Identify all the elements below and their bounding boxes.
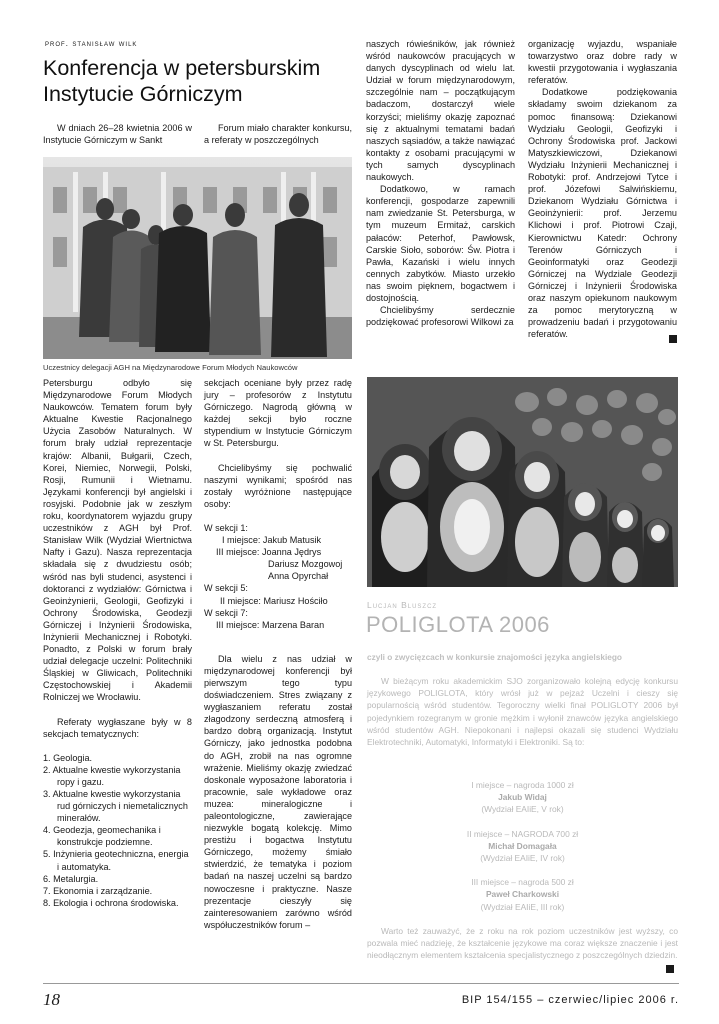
col-d-paragraph-1: organizację wyjazdu, wspaniałe towarzystwo oraz dobre rady w kwestii przygotowania i wygłaszania referatów. — [528, 39, 677, 86]
award-line: I miejsce: Jakub Matusik — [222, 535, 322, 546]
col-c-paragraph-1: naszych rówieśników, jak również wśród naukowców pracujących w danych dyscyplinach od wielu lat. Udział w forum międzynarodowym, szczególnie nam – początkującym badaczom, dostarczył wiele korzyści; mieliśmy okazję zapoznać się z aktualnymi tematami badań naszych sąsiadów, a także nawiązać kontakty z osobami pracującymi w tych samych dyscyplinach naukowych. — [366, 39, 515, 183]
col-b-paragraph-1: sekcjach oceniane były przez radę jury – profesorów z Instytutu Górniczego. Nagrodą główną w każdej sekcji było roczne stypendium w Instytucie Górniczym w St. Petersburgu. — [204, 378, 352, 449]
col-b-paragraph-3: Dla wielu z nas udział w międzynarodowej konferencji był pierwszym tego typu doświadczeniem. Stres związany z wygłaszaniem referatu został złagodzony serdeczną atmosferą i bardzo dobrą organizacją. Instytut Górniczy, jako jednostka podobna do AGH, zrobił na nas ogromne wrażenie. Mieliśmy okazję zwiedzać doskonale wyposażone laboratoria i pracownie, sale wykładowe oraz muzea: mineralogiczne i paleontologiczne, zawierające niezwykle bogatą kolekcję. Mimo prestiżu i bogactwa Instytutu Górniczego, możemy śmiało stwierdzić, że tematyka i poziom badań na naszej uczelni są bardzo nowoczesne i praktyczne. Nasze prezentacje cieszyły się zainteresowaniem zarówno wśród współuczestników forum – — [204, 653, 352, 930]
col-c-paragraph-3: Chcielibyśmy serdecznie podziękować profesorowi Wilkowi za — [366, 305, 515, 328]
prize-place: II miejsce – NAGRODA 700 zł — [466, 828, 579, 839]
poliglota-paragraph-1: W bieżącym roku akademickim SJO zorganizowało kolejną edycję konkursu językowego POLIGLOTA, który wrósł już w pejzaż Uczelni i cieszy się popularnością wśród studentów. Tegoroczny wielki finał POLIGLOTY 2006 był pojedynkiem rozegranym w gronie mężkim i wyłonił znawców języka angielskiego wśród studentów AGH. Niepokonani i najlepsi okazali się studenci Wydziału Elektrotechniki, Automatyki, Informatyki i Elektroniki. Są to: — [367, 676, 678, 748]
poliglota-paragraph-2: Warto też zauważyć, że z roku na rok poziom uczestników jest wyższy, co pozwala mieć nadzieję, że kształcenie językowe ma coraz większe znaczenie i jest nieodłącznym elementem kształcenia specjalistycznego z poszczególnych dziedzin. — [367, 926, 678, 961]
prize-winner: Paweł Charkowski — [485, 889, 560, 900]
intro-col2: Forum miało charakter konkursu, a referaty w poszczególnych — [204, 123, 352, 146]
article-author: prof. stanisław wilk — [45, 38, 138, 48]
prize-dept: (Wydział EAIiE, V rok) — [481, 804, 564, 815]
matryoshka-photo-image — [367, 377, 678, 587]
prizes-block — [367, 779, 678, 913]
award-line: III miejsce: Joanna Jędrys — [216, 547, 322, 558]
awards-list — [204, 522, 352, 631]
award-line: III miejsce: Marzena Baran — [216, 619, 325, 630]
prize-winner: Jakub Widaj — [498, 792, 547, 803]
award-line: II miejsce: Mariusz Hościło — [220, 595, 328, 606]
page-number: 18 — [43, 990, 60, 1009]
prize-dept: (Wydział EAIiE, III rok) — [480, 901, 565, 912]
col-a-paragraph-2: Referaty wygłaszane były w 8 sekcjach tematycznych: — [43, 716, 192, 739]
topic-item: 3. Aktualne kwestie wykorzystania rud górniczych i niemetalicznych minerałów. — [43, 789, 188, 824]
topic-item: 6. Metalurgia. — [43, 873, 99, 884]
poliglota-subtitle: czyli o zwycięzcach w konkursie znajomości języka angielskiego — [367, 652, 623, 662]
award-line: Dariusz Mozgowoj — [268, 559, 343, 570]
topic-item: 8. Ekologia i ochrona środowiska. — [43, 897, 179, 908]
col-a-paragraph-1: Petersburgu odbyło się Międzynarodowe Forum Młodych Naukowców. Tematem forum były Aktualne Kwestie Racjonalnego Użycia Zasobów Naturalnych. W forum brały udział reprezentacje krajów: Albanii, Bułgarii, Czech, Korei, Niemiec, Norwegii, Polski, Rosji, Rumunii i Wietnamu. Językami konferencji był angielski i rosyjski. Podobnie jak w zeszłym roku, koordynatorem wyjazdu grupy uczestników z AGH był Prof. Stanisław Wilk (Wydział Wiertnictwa Nafty i Gazu). Nasza reprezentacja składała się z dwudziestu osób; wśród nas byli studenci, asystenci i doktoranci z wydziałów: Górnictwa i Geoinżynierii, Geologii, Geofizyki i Ochrony Środowiska, Geodezji Górniczej i Inżynierii Środowiska, Inżynierii Mechanicznej i Robotyki. Ponadto, z Polski w forum brały udział delegacje uczelni: Politechniki Śląskiej w Gliwicach, Politechniki Częstochowskiej i Akademii Rolniczej we Wrocławiu. — [43, 378, 192, 703]
group-photo-image — [43, 157, 352, 359]
topic-item: 2. Aktualne kwestie wykorzystania ropy i gazu. — [43, 764, 181, 787]
matryoshka-photo — [367, 377, 678, 587]
article-title-line1: Konferencja w petersburskim — [43, 56, 321, 80]
photo-caption: Uczestnicy delegacji AGH na Międzynarodowe Forum Młodych Naukowców — [43, 363, 298, 372]
award-line: Anna Opyrchał — [268, 571, 329, 582]
col-b-paragraph-2: Chcielibyśmy się pochwalić naszymi wynikami; spośród nas zostały wyróżnione następujące osoby: — [204, 462, 352, 509]
article-title — [43, 55, 363, 107]
end-of-article-mark-2 — [666, 965, 674, 973]
award-section-label: W sekcji 1: — [204, 522, 248, 533]
group-photo — [43, 157, 352, 359]
poliglota-title: POLIGLOTA 2006 — [366, 612, 550, 637]
prize-dept: (Wydział EAIiE, IV rok) — [480, 853, 565, 864]
col-d-paragraph-2: Dodatkowe podziękowania składamy swoim dziekanom za pomoc finansową: Dziekanowi Wydziału Geologii, Geofizyki i Ochrony Środowiska prof. Jackowi Matyszkiewiczowi, Dziekanowi Wydziału Inżynierii Mechanicznej i Robotyki: prof. Andrzejowi Tytce i prof. Józefowi Salwińskiemu, Dziekanom Wydziału Górnictwa i Geoinżynierii: prof. Jerzemu Klichowi i prof. Piotrowi Czaji, Kierownictwu Katedr: Ochrony Terenów Górniczych i Geoinformatyki oraz Geodezji Górniczej na Wydziale Geodezji Górniczej i Inżynierii Środowiska oraz naszym opiekunom naukowym za pomoc merytoryczną w prowadzeniu badań i przygotowaniu referatów. — [528, 87, 677, 340]
col-c-paragraph-2: Dodatkowo, w ramach konferencji, gospodarze zapewnili nam zwiedzanie St. Petersburga, w tym muzeum Ermitaż, carskich pałaców: Peterhof, Pawłowsk, Carskie Sioło, soborów: Św. Piotra i Pawła, Kazański i wielu innych cennych zabytków. Miasto urzekło nas swoim pięknem, bogactwem i dostojnością. — [366, 184, 515, 303]
award-section-label: W sekcji 7: — [204, 607, 248, 618]
intro-col1: W dniach 26–28 kwietnia 2006 w Instytucie Górniczym w Sankt — [43, 123, 192, 146]
issue-info: BIP 154/155 – czerwiec/lipiec 2006 r. — [461, 994, 679, 1006]
prize-winner: Michał Domagała — [488, 840, 557, 851]
prize-place: I miejsce – nagroda 1000 zł — [471, 780, 574, 790]
footer-rule — [43, 983, 679, 984]
poliglota-author: Lucjan Bluszcz — [367, 600, 438, 610]
topic-item: 4. Geodezja, geomechanika i konstrukcje podziemne. — [43, 825, 161, 848]
topics-list — [43, 752, 192, 909]
prize-place: III miejsce – nagroda 500 zł — [471, 877, 574, 888]
article-title-line2: Instytucie Górniczym — [43, 82, 243, 106]
end-of-article-mark — [669, 335, 677, 343]
column-d — [528, 38, 677, 348]
column-c — [366, 38, 515, 328]
topic-item: 1. Geologia. — [43, 752, 93, 763]
column-b — [204, 377, 352, 931]
topic-item: 7. Ekonomia i zarządzanie. — [43, 885, 153, 896]
topic-item: 5. Inżynieria geotechniczna, energia i automatyka. — [43, 849, 189, 872]
column-a — [43, 377, 192, 909]
award-section-label: W sekcji 5: — [204, 583, 248, 594]
